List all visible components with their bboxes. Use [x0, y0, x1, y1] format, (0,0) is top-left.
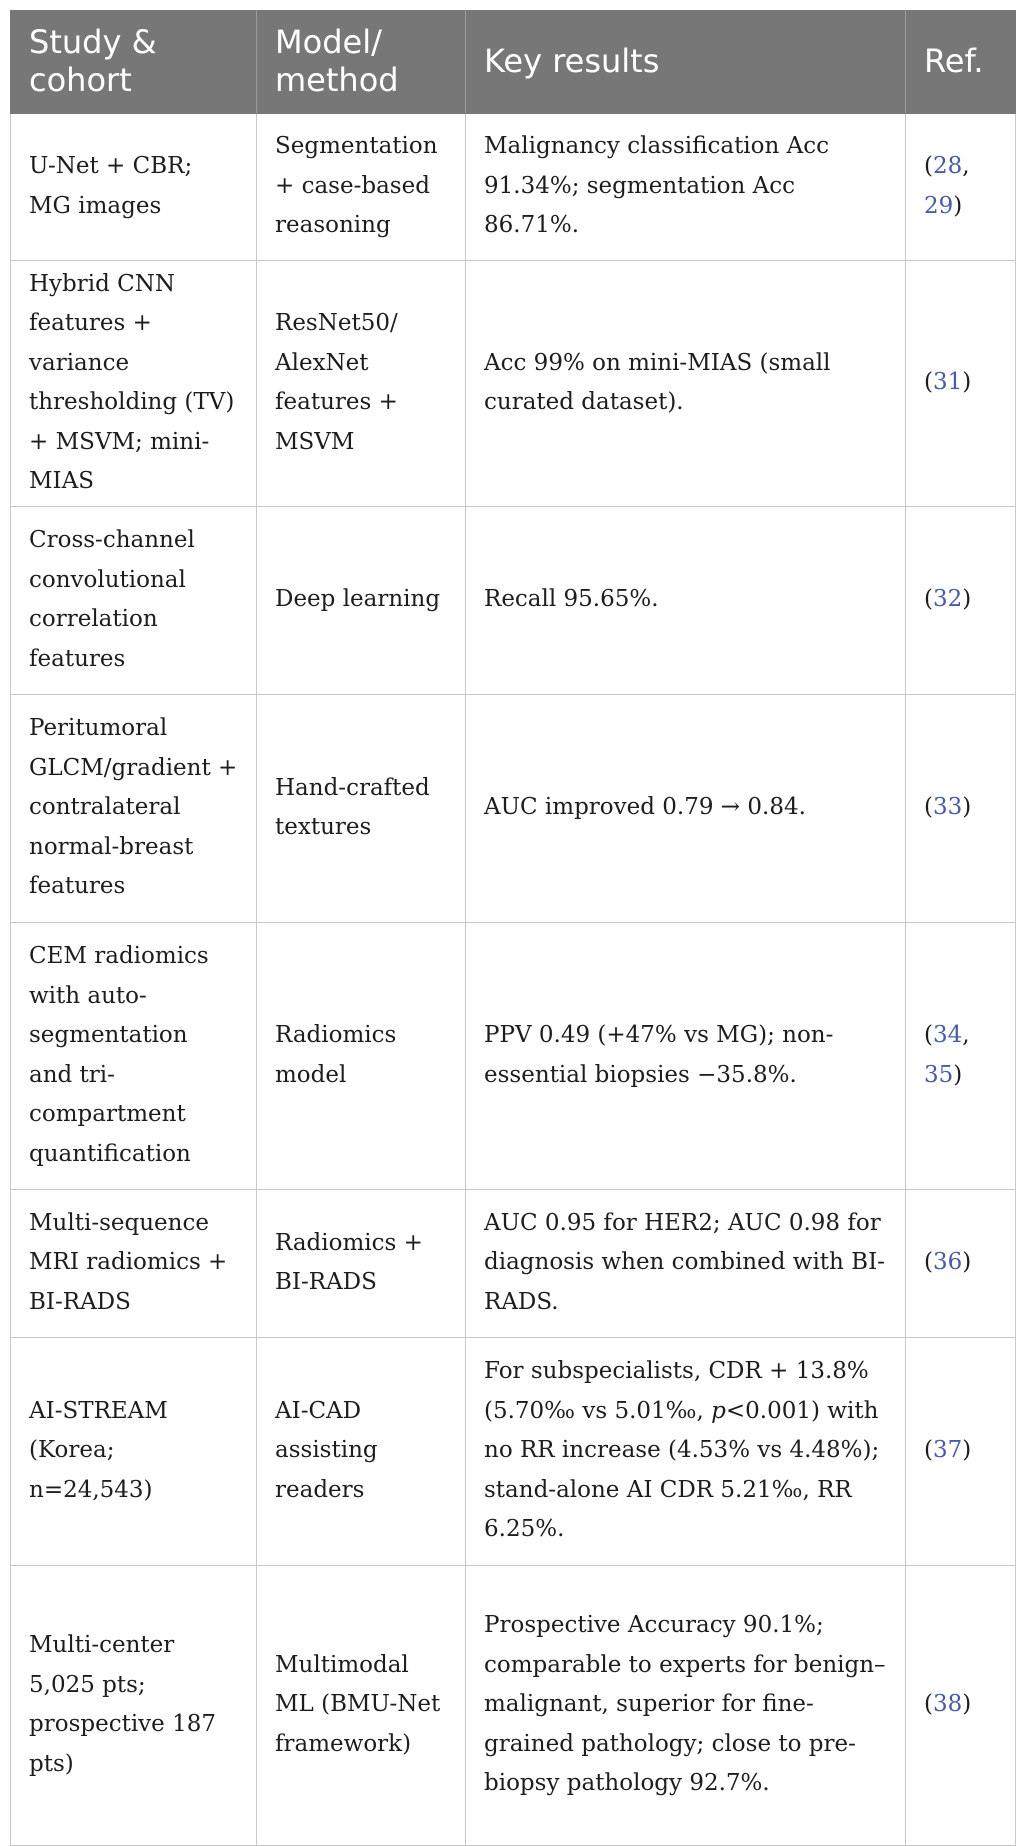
- ref-cell: (36): [906, 1189, 1016, 1337]
- ref-link[interactable]: 37: [932, 1437, 963, 1464]
- p-symbol: p: [711, 1397, 726, 1424]
- header-model: Model/ method: [257, 10, 466, 113]
- table-row: [11, 694, 1016, 922]
- ref-cell: (33): [906, 694, 1016, 922]
- header-study: Study & cohort: [11, 10, 257, 113]
- table-row: [11, 1565, 1016, 1845]
- study-cell: Multi-sequence MRI radiomics + BI-RADS: [11, 1189, 257, 1337]
- table-row: [11, 1337, 1016, 1565]
- ref-cell: (28, 29): [906, 113, 1016, 260]
- results-cell: [466, 1337, 906, 1565]
- ref-link[interactable]: 32: [932, 586, 963, 613]
- study-cell: Multi-center 5,025 pts; prospective 187 pts): [11, 1565, 257, 1845]
- ref-cell: (38): [906, 1565, 1016, 1845]
- header-row: [11, 10, 1016, 113]
- ref-cell: (37): [906, 1337, 1016, 1565]
- table-row: [11, 506, 1016, 694]
- results-cell: Recall 95.65%.: [466, 506, 906, 694]
- model-cell: Radiomics + BI-RADS: [257, 1189, 466, 1337]
- results-cell: AUC 0.95 for HER2; AUC 0.98 for diagnosis when combined with BI-RADS.: [466, 1189, 906, 1337]
- table-row: [11, 260, 1016, 506]
- results-text-post: <0.001) with no RR increase (4.53% vs 4.48%); stand-alone AI CDR 5.21‰, RR 6.25%.: [484, 1397, 880, 1543]
- ref-link[interactable]: 36: [932, 1249, 963, 1276]
- study-cell: CEM radiomics with auto-segmentation and tri-compartment quantification: [11, 922, 257, 1189]
- ref-link[interactable]: 28: [932, 153, 963, 179]
- table-row: [11, 1189, 1016, 1337]
- header-ref: Ref.: [906, 10, 1016, 113]
- results-cell: Prospective Accuracy 90.1%; comparable to experts for benign–malignant, superior for fine-grained pathology; close to pre-biopsy pathology 92.7%.: [466, 1565, 906, 1845]
- study-cell: Hybrid CNN features + variance thresholding (TV) + MSVM; mini-MIAS: [11, 260, 257, 506]
- ref-cell: (34, 35): [906, 922, 1016, 1189]
- header-results: Key results: [466, 10, 906, 113]
- model-cell: Multimodal ML (BMU-Net framework): [257, 1565, 466, 1845]
- ref-link[interactable]: 34: [932, 1022, 963, 1048]
- studies-table: [10, 10, 1016, 1846]
- ref-cell: (31): [906, 260, 1016, 506]
- ref-link[interactable]: 33: [932, 794, 963, 821]
- model-cell: AI-CAD assisting readers: [257, 1337, 466, 1565]
- model-cell: Segmentation + case-based reasoning: [257, 113, 466, 260]
- study-cell: U-Net + CBR; MG images: [11, 113, 257, 260]
- model-cell: ResNet50/ AlexNet features + MSVM: [257, 260, 466, 506]
- ref-link[interactable]: 29: [924, 192, 954, 219]
- model-cell: Hand-crafted textures: [257, 694, 466, 922]
- table-row: [11, 113, 1016, 260]
- model-cell: Radiomics model: [257, 922, 466, 1189]
- table-row: [11, 922, 1016, 1189]
- ref-link[interactable]: 31: [932, 369, 963, 396]
- ref-link[interactable]: 35: [924, 1061, 954, 1088]
- results-text-pre: For subspecialists, CDR + 13.8% (5.70‰ vs 5.01‰,: [484, 1358, 869, 1424]
- ref-cell: (32): [906, 506, 1016, 694]
- results-cell: Malignancy classification Acc 91.34%; segmentation Acc 86.71%.: [466, 113, 906, 260]
- study-cell: Peritumoral GLCM/gradient + contralateral normal-breast features: [11, 694, 257, 922]
- results-cell: Acc 99% on mini-MIAS (small curated dataset).: [466, 260, 906, 506]
- results-cell: PPV 0.49 (+47% vs MG); non-essential biopsies −35.8%.: [466, 922, 906, 1189]
- study-cell: AI-STREAM (Korea; n=24,543): [11, 1337, 257, 1565]
- model-cell: Deep learning: [257, 506, 466, 694]
- results-cell: AUC improved 0.79 → 0.84.: [466, 694, 906, 922]
- ref-link[interactable]: 38: [932, 1691, 963, 1718]
- study-cell: Cross-channel convolutional correlation features: [11, 506, 257, 694]
